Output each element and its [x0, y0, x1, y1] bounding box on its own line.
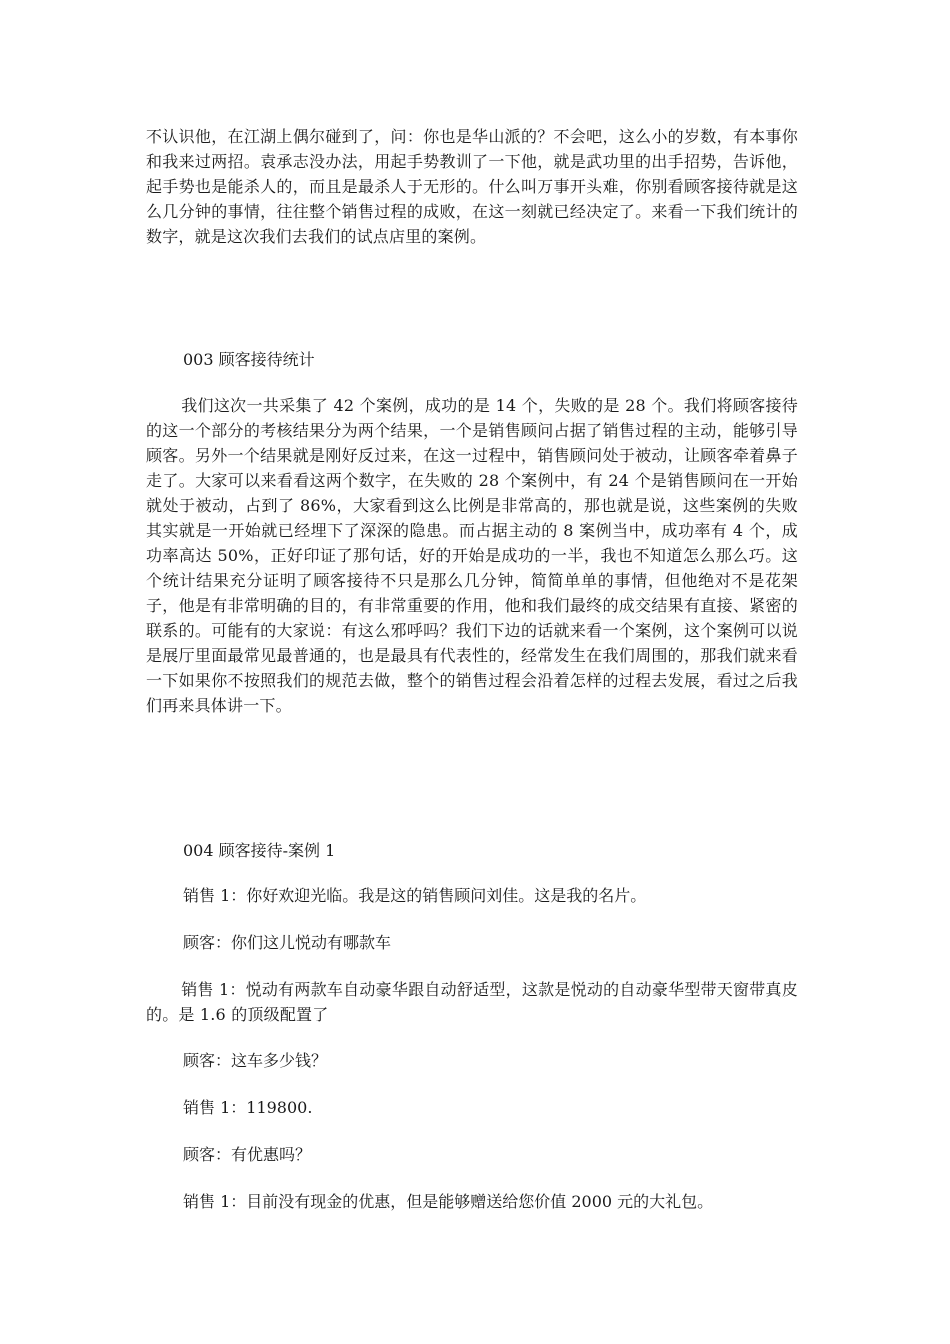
dialogue-line: 销售 1：119800.	[183, 1098, 313, 1117]
dialogue-line: 销售 1：你好欢迎光临。我是这的销售顾问刘佳。这是我的名片。	[183, 886, 647, 905]
statistics-paragraph: 我们这次一共采集了 42 个案例，成功的是 14 个，失败的是 28 个。我们将顾客接待的这一个部分的考核结果分为两个结果，一个是销售顾问占据了销售过程的主动，能够引导顾客。另外一个结果就是刚好反过来，在这一过程中，销售顾问处于被动，让顾客牵着鼻子走了。大家可以来看看这两个数字，在失败的 28 个案例中，有 24 个是销售顾问在一开始就处于被动，占到了 86%，大家看到这么比例是非常高的，那也就是说，这些案例的失败其实就是一开始就已经埋下了深深的隐患。而占据主动的 8 案例当中，成功率有 4 个，成功率高达 50%，正好印证了那句话，好的开始是成功的一半，我也不知道怎么那么巧。这个统计结果充分证明了顾客接待不只是那么几分钟，简简单单的事情，但他绝对不是花架子，他是有非常明确的目的，有非常重要的作用，他和我们最终的成交结果有直接、紧密的联系的。可能有的大家说：有这么邪呼吗？我们下边的话就来看一个案例，这个案例可以说是展厅里面最常见最普通的，也是最具有代表性的，经常发生在我们周围的，那我们就来看一下如果你不按照我们的规范去做，整个的销售过程会沿着怎样的过程去发展，看过之后我们再来具体讲一下。	[146, 396, 798, 715]
intro-paragraph: 不认识他，在江湖上偶尔碰到了，问：你也是华山派的？不会吧，这么小的岁数，有本事你和我来过两招。袁承志没办法，用起手势教训了一下他，就是武功里的出手招势，告诉他，起手势也是能杀人的，而且是最杀人于无形的。什么叫万事开头难，你别看顾客接待就是这么几分钟的事情，往往整个销售过程的成败，在这一刻就已经决定了。来看一下我们统计的数字，就是这次我们去我们的试点店里的案例。	[146, 127, 798, 246]
dialogue-line: 顾客：有优惠吗？	[183, 1145, 312, 1164]
dialogue-line: 销售 1：目前没有现金的优惠，但是能够赠送给您价值 2000 元的大礼包。	[183, 1192, 714, 1211]
section-heading-case-1: 004 顾客接待-案例 1	[183, 841, 336, 860]
dialogue-line: 顾客：你们这儿悦动有哪款车	[183, 933, 392, 952]
dialogue-line: 销售 1：悦动有两款车自动豪华跟自动舒适型，这款是悦动的自动豪华型带天窗带真皮的。是 1.6 的顶级配置了	[146, 980, 798, 1024]
dialogue-line: 顾客：这车多少钱？	[183, 1051, 328, 1070]
section-heading-statistics: 003 顾客接待统计	[183, 350, 315, 369]
